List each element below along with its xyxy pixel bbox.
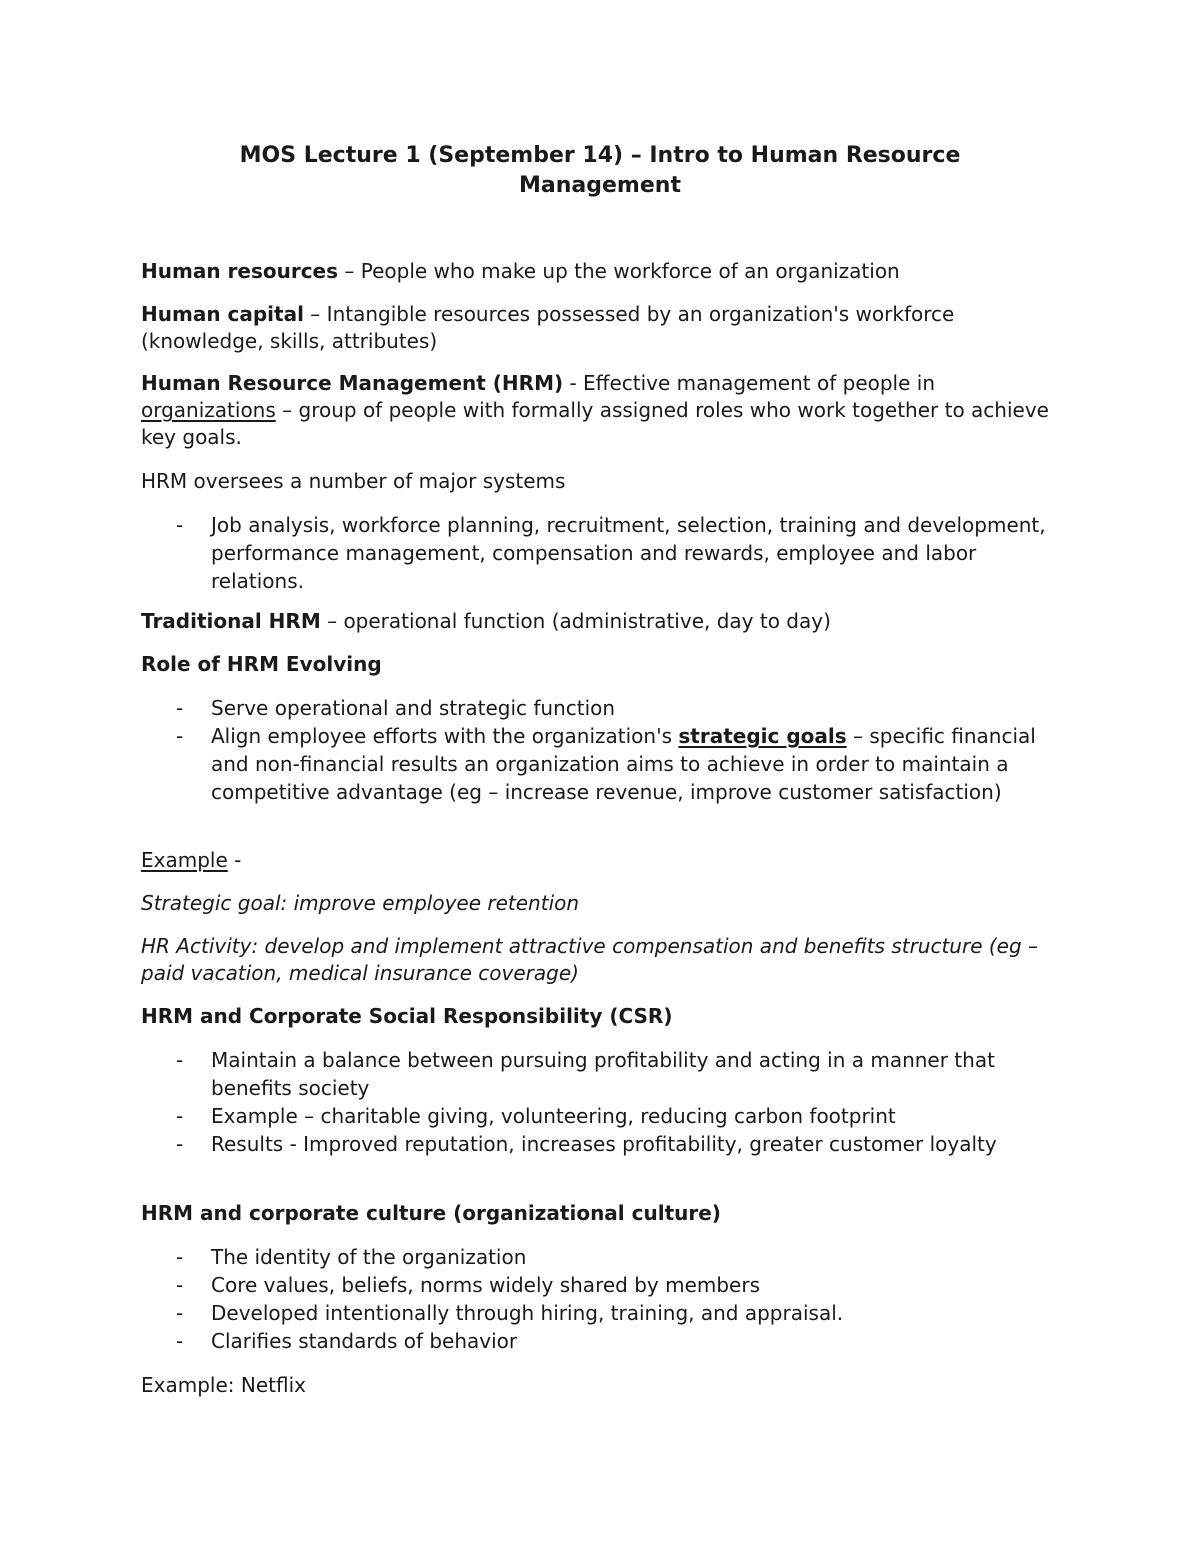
hr-activity-line bbox=[141, 933, 1071, 987]
culture-list bbox=[141, 1243, 1071, 1355]
culture-heading: HRM and corporate culture (organizational culture) bbox=[141, 1201, 721, 1225]
list-item: - Serve operational and strategic function bbox=[141, 694, 1071, 722]
systems-intro: HRM oversees a number of major systems bbox=[141, 469, 566, 493]
list-item: - Job analysis, workforce planning, recruitment, selection, training and development, performance management, compensation and rewards, employee and labor relations. bbox=[141, 511, 1071, 595]
term: Human capital bbox=[141, 302, 304, 326]
list-item: - The identity of the organization bbox=[141, 1243, 1071, 1271]
definition-human-resources bbox=[141, 258, 1071, 285]
csr-list bbox=[141, 1046, 1071, 1158]
term: Traditional HRM bbox=[141, 609, 321, 633]
role-list bbox=[141, 694, 1071, 806]
definition-text: – operational function (administrative, day to day) bbox=[320, 609, 831, 633]
strategic-goal-line bbox=[141, 890, 1071, 917]
strategic-goal-text: Strategic goal: improve employee retention bbox=[141, 891, 580, 915]
page-title bbox=[100, 141, 1100, 201]
definition-text: - Effective management of people in bbox=[563, 371, 936, 395]
definition-human-capital bbox=[141, 301, 1071, 355]
item-text: Align employee efforts with the organization's bbox=[211, 724, 679, 748]
list-item bbox=[141, 722, 1071, 806]
traditional-hrm bbox=[141, 608, 1071, 635]
definition-hrm bbox=[141, 370, 1071, 451]
term: Human resources bbox=[141, 259, 339, 283]
definition-text: – People who make up the workforce of an organization bbox=[338, 259, 900, 283]
sub-term-text: – group of people with formally assigned roles who work together to achieve key goals. bbox=[141, 398, 1049, 449]
example-label bbox=[141, 847, 1071, 874]
closing-example: Example: Netflix bbox=[141, 1373, 306, 1397]
definition-text: – Intangible resources possessed by an organization's workforce (knowledge, skills, attributes) bbox=[141, 302, 955, 353]
csr-heading: HRM and Corporate Social Responsibility (CSR) bbox=[141, 1004, 673, 1028]
role-heading: Role of HRM Evolving bbox=[141, 652, 382, 676]
list-item: - Maintain a balance between pursuing profitability and acting in a manner that benefits society bbox=[141, 1046, 1071, 1102]
sub-term: organizations bbox=[141, 398, 276, 422]
list-item: - Example – charitable giving, volunteering, reducing carbon footprint bbox=[141, 1102, 1071, 1130]
list-item: - Core values, beliefs, norms widely shared by members bbox=[141, 1271, 1071, 1299]
list-item: - Developed intentionally through hiring, training, and appraisal. bbox=[141, 1299, 1071, 1327]
strategic-goals-term: strategic goals bbox=[678, 724, 847, 748]
hr-activity-text: HR Activity: develop and implement attractive compensation and benefits structure (eg – paid vacation, medical insurance coverage) bbox=[141, 934, 1039, 985]
title-line-1: MOS Lecture 1 (September 14) – Intro to Human Resource bbox=[239, 143, 961, 168]
example-suffix: - bbox=[227, 848, 242, 872]
item-text-rest: – specific financial and non-financial results an organization aims to achieve in order to maintain a competitive advantage (eg – increase revenue, improve customer satisfaction) bbox=[211, 724, 1036, 804]
systems-list bbox=[141, 511, 1071, 595]
title-line-2: Management bbox=[519, 173, 681, 198]
example-word: Example bbox=[141, 848, 228, 872]
term: Human Resource Management (HRM) bbox=[141, 371, 564, 395]
list-item: - Clarifies standards of behavior bbox=[141, 1327, 1071, 1355]
list-item: - Results - Improved reputation, increases profitability, greater customer loyalty bbox=[141, 1130, 1071, 1158]
